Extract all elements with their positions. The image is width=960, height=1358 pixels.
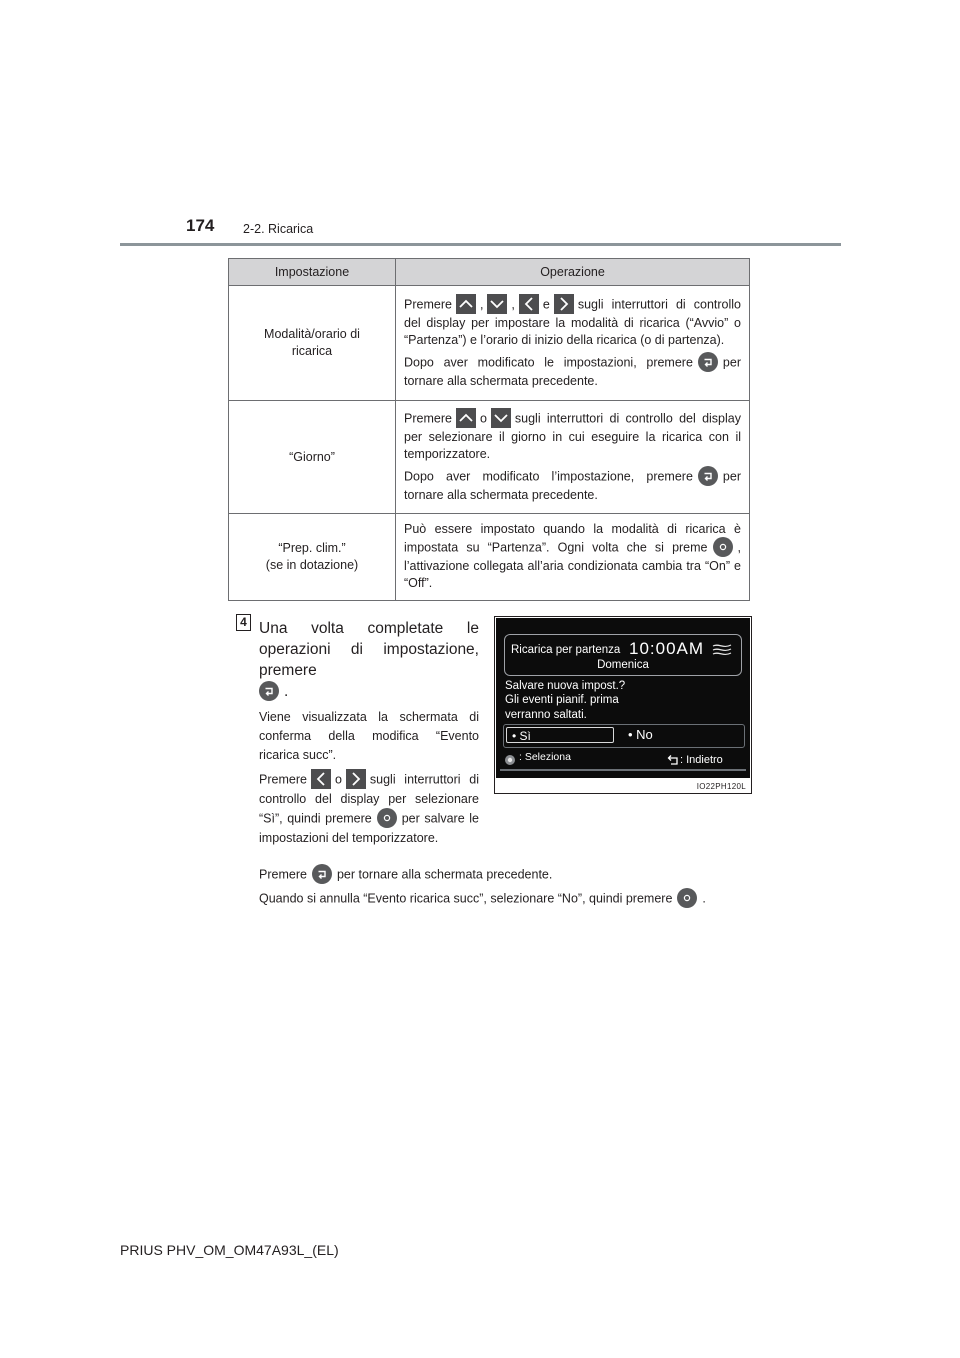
instruction-text: . — [702, 891, 706, 906]
back-button-icon — [259, 681, 279, 701]
figure-code: IO22PH120L — [696, 782, 746, 791]
setting-line: (se in dotazione) — [265, 558, 359, 572]
display-screen — [496, 618, 750, 778]
setting-line: Modalità/orario di — [264, 327, 360, 341]
instruction-text: Quando si annulla “Evento ricarica succ”, selezionare “No”, quindi premere — [259, 891, 673, 906]
back-hint: : Indietro — [680, 754, 723, 766]
operation-text: e — [542, 296, 550, 311]
operation-text: o — [479, 410, 487, 425]
back-button-icon — [698, 466, 718, 486]
chevron-up-icon — [456, 294, 476, 314]
operation-text: Dopo aver modificato l’impostazione, premere — [404, 468, 693, 483]
chevron-up-icon — [456, 408, 476, 428]
screen-divider — [500, 769, 746, 771]
operation-text: sugli interruttori di controllo del display per impostare la modalità di ricarica (“Avvio” o “Partenza”) e l’orario di inizio della ricarica (o di partenza). — [404, 296, 741, 347]
yes-button[interactable]: • Sì — [506, 727, 614, 743]
footer-model: PRIUS PHV_OM_OM47A93L_(EL) — [120, 1242, 339, 1258]
back-button-icon — [698, 352, 718, 372]
operation-paragraph — [404, 353, 741, 390]
ok-button-icon — [713, 537, 733, 557]
note-text: sugli interruttori di controllo del display per selezionare “Sì”, quindi premere — [259, 772, 479, 826]
screen-question-line: Salvare nuova impost.? — [505, 680, 626, 692]
table-header-row — [229, 259, 750, 286]
back-arrow-icon — [666, 754, 680, 766]
step-text — [259, 618, 479, 853]
step-instruction — [259, 618, 479, 702]
back-instruction — [259, 865, 552, 885]
note-text: per salvare le impostazioni del temporizzatore. — [259, 811, 479, 845]
operation-paragraph — [404, 521, 741, 592]
screen-figure — [494, 616, 752, 794]
screen-question-line: Gli eventi pianif. prima — [505, 694, 619, 706]
table-row — [229, 514, 750, 601]
screen-button-row — [503, 724, 745, 748]
screen-time: 10:00AM — [629, 639, 705, 658]
ok-button-icon — [677, 888, 697, 908]
chevron-down-icon — [491, 408, 511, 428]
note-text: Premere — [259, 772, 307, 787]
settings-table — [228, 258, 750, 601]
operation-cell — [396, 286, 750, 401]
operation-text: Premere — [404, 296, 452, 311]
step-number: 4 — [236, 614, 251, 631]
operation-text: , — [479, 296, 484, 311]
operation-text: Può essere impostato quando la modalità di ricarica è impostata su “Partenza”. Ogni volta che si preme — [404, 521, 741, 554]
operation-paragraph — [404, 409, 741, 463]
operation-text: per tornare alla schermata precedente. — [404, 354, 741, 388]
step-note — [259, 770, 479, 848]
chevron-right-icon — [346, 769, 366, 789]
cancel-instruction — [259, 889, 706, 909]
instruction-text: per tornare alla schermata precedente. — [336, 867, 553, 882]
operation-paragraph — [404, 295, 741, 349]
operation-cell — [396, 401, 750, 514]
step-note: Viene visualizzata la schermata di conferma della modifica “Evento ricarica succ”. — [259, 710, 479, 762]
setting-cell — [229, 514, 396, 601]
chevron-left-icon — [311, 769, 331, 789]
chevron-left-icon — [519, 294, 539, 314]
screen-question-line: verranno saltati. — [505, 709, 587, 721]
chevron-down-icon — [487, 294, 507, 314]
setting-line: “Giorno” — [289, 449, 335, 464]
operation-text: sugli interruttori di controllo del display per selezionare il giorno in cui eseguire la ricarica con il temporizzatore. — [404, 410, 741, 461]
operation-text: Premere — [404, 410, 452, 425]
section-title: 2-2. Ricarica — [243, 222, 314, 236]
column-header-setting: Impostazione — [229, 259, 396, 286]
operation-text: Dopo aver modificato le impostazioni, premere — [404, 354, 693, 369]
operation-cell — [396, 514, 750, 601]
instruction-text: Premere — [259, 867, 307, 882]
instruction-text: Una volta completate le operazioni di impostazione, premere — [259, 620, 479, 679]
column-header-operation: Operazione — [396, 259, 750, 286]
chevron-right-icon — [554, 294, 574, 314]
operation-text: , — [511, 296, 515, 311]
operation-paragraph — [404, 467, 741, 504]
setting-line: ricarica — [291, 344, 333, 358]
table-row — [229, 286, 750, 401]
instruction-text: . — [284, 683, 289, 700]
setting-cell — [229, 286, 396, 401]
no-button[interactable]: • No — [628, 727, 653, 742]
ok-button-icon — [377, 808, 397, 828]
operation-text: per tornare alla schermata precedente. — [404, 468, 741, 502]
page-number: 174 — [186, 216, 215, 235]
back-button-icon — [312, 864, 332, 884]
note-text: o — [334, 772, 342, 787]
header-rule — [120, 243, 841, 246]
table-row — [229, 401, 750, 514]
operation-text: , l’attivazione collegata all’aria condizionata cambia tra “On” e “Off”. — [404, 539, 741, 590]
setting-line: “Prep. clim.” — [278, 541, 346, 555]
screen-title: Ricarica per partenza — [511, 644, 621, 656]
select-hint: : Seleziona — [519, 751, 571, 763]
screen-day: Domenica — [597, 659, 649, 671]
setting-cell — [229, 401, 396, 514]
select-knob-icon — [504, 754, 516, 766]
schedule-panel — [504, 634, 742, 676]
fan-icon — [711, 642, 735, 658]
